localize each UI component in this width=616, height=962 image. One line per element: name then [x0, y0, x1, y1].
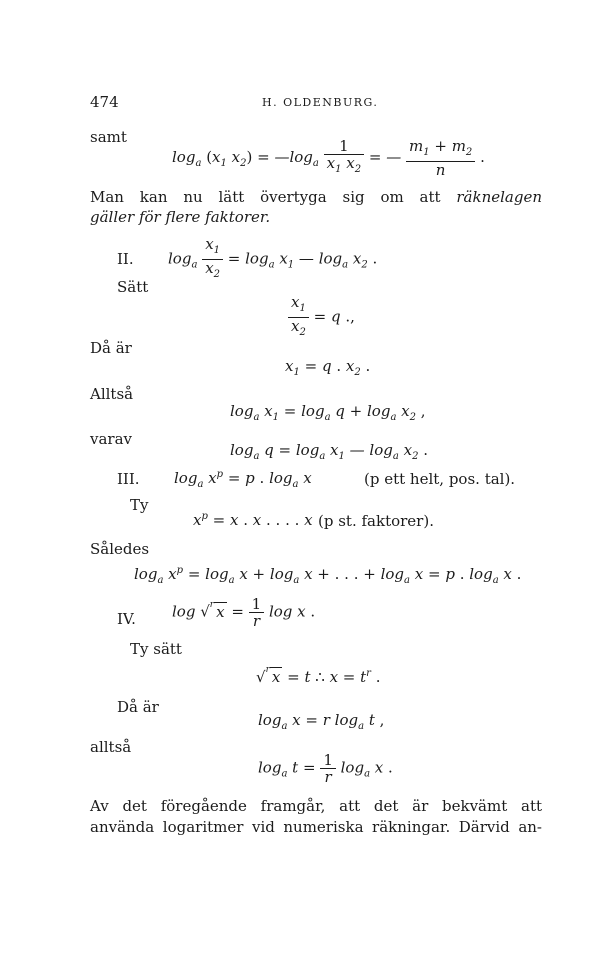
formula-root: log √$^r$ x = $\frac{1}{r}$ log x . — [172, 595, 316, 630]
ty-note: (p st. faktorer). — [318, 512, 434, 530]
label-varav: varav — [90, 430, 133, 448]
formula-x1: $x_1 = q$ . $x_2$ . — [285, 357, 371, 378]
label-satt-1: Sätt — [117, 278, 149, 296]
label-samt: samt — [90, 128, 127, 146]
section-iv-label: IV. — [117, 610, 136, 628]
formula-log-x-r: $\log_a x = r$ $\log_a t$ , — [258, 711, 385, 732]
formula-product: $\log_a (x_1$ $x_2$) = $—\log_a$ $\frac{1}{x_1 x_2}$ = — $\frac{m_1 + m_2}{n}$ . — [172, 137, 485, 179]
label-saledes: Således — [90, 540, 150, 558]
formula-quotient: $\log_a$ $\frac{x_1}{x_2}$ = $\log_a x_1$ — $\log_a x_2$ . — [168, 236, 377, 283]
label-da-ar-2: Då är — [117, 698, 159, 716]
formula-root-def: √$^r$ x = t ∴ $x = t^r$ . — [256, 665, 381, 686]
label-ty-1: Ty — [130, 496, 149, 514]
formula-q-def: $\frac{x_1}{x_2}$ = q ., — [288, 294, 355, 341]
paragraph-1-line-1: Man kan nu lätt övertyga sig om att räknelagen — [90, 188, 542, 206]
formula-power-sum: $\log_a x^p = \log_a x + \log_a x$ + . . . + $\log_a x = p$ . $\log_a x$ . — [134, 565, 522, 586]
running-title: H. OLDENBURG. — [262, 96, 379, 109]
page-number: 474 — [90, 93, 119, 111]
label-da-ar-1: Då är — [90, 339, 132, 357]
formula-log-t: $\log_a t$ = $\frac{1}{r}$ $\log_a x$ . — [258, 751, 393, 786]
label-alltsa-2: alltså — [90, 738, 132, 756]
iii-note: (p ett helt, pos. tal). — [364, 470, 516, 488]
paragraph-2-line-2: använda logaritmer vid numeriska räkningar. Därvid an- — [90, 818, 542, 836]
label-alltsa-1: Alltså — [90, 385, 134, 403]
section-ii-label: II. — [117, 250, 134, 268]
formula-power: $\log_a x^p = p$ . $\log_a x$ — [174, 469, 312, 490]
label-ty-satt: Ty sätt — [130, 640, 182, 658]
section-iii-label: III. — [117, 470, 140, 488]
paragraph-1-line-2: gäller för flere faktorer. — [90, 208, 271, 226]
formula-log-q: $\log_a q = \log_a x_1$ — $\log_a x_2$ . — [230, 441, 428, 462]
paragraph-2-line-1: Av det föregående framgår, att det är bekvämt att — [90, 797, 542, 815]
formula-log-x1: $\log_a x_1 = \log_a q + \log_a x_2$ , — [230, 402, 426, 423]
formula-power-expansion: $x^p = x$ . x . . . . x — [193, 511, 313, 529]
